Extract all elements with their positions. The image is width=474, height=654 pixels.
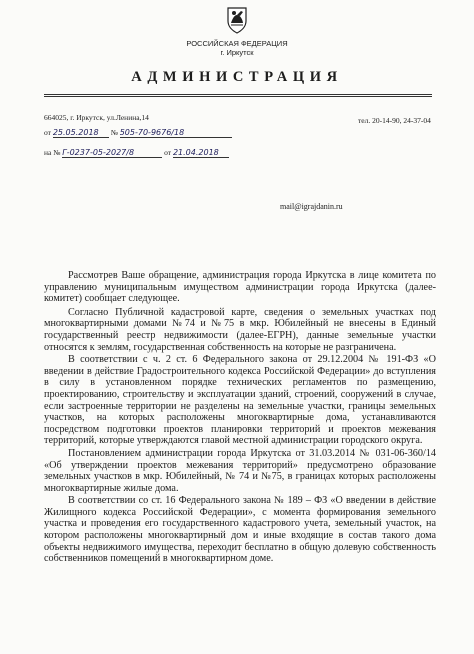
reply-reference (44, 148, 229, 158)
outgoing-date: 25.05.2018 (53, 128, 109, 138)
paragraph-intro: Рассмотрев Ваше обращение, администрация города Иркутска в лице комитета по управлению муниципальным имуществом администрации города Иркутска (далее-комитет) сообщает следующее. (44, 270, 436, 305)
header-rule-bottom (44, 96, 432, 97)
coat-of-arms-icon (225, 6, 249, 34)
reply-prefix: на № (44, 148, 61, 157)
paragraph-federal-law-191: В соответствии с ч. 2 ст. 6 Федерального закона от 29.12.2004 № 191-ФЗ «О введении в действие Градостроительного кодекса Российской Федерации» до вступления в силу в установленном порядке технических регламентов по размещению, проектированию, строительству и эксплуатации зданий, строений, сооружений в случае, если застроенные территории не разделены на земельные участки, границы земельных участков, на которых расположены многоквартирные дома, устанавливаются посредством подготовки проектов планировки территорий и проектов межевания территорий, которые утверждаются главой местной администрации городского округа. (44, 354, 436, 447)
from-prefix: от (44, 128, 51, 137)
reply-number: Г-0237-05-2027/8 (62, 148, 162, 158)
outgoing-reference (44, 128, 232, 138)
city-name: г. Иркутск (220, 48, 254, 57)
reply-date-prefix: от (164, 148, 172, 157)
recipient-email: mail@igrajdanin.ru (280, 202, 343, 211)
letter-body (44, 270, 436, 566)
paragraph-cadastral-map: Согласно Публичной кадастровой карте, сведения о земельных участках под многоквартирными домами №74 и №75 в мкр. Юбилейный не внесены в Единый государственный реестр недвижимости (далее-ЕГРН), данные земельные участки относятся к землям, государственная собственность на которые не разграничена. (44, 306, 436, 353)
reply-date: 21.04.2018 (173, 148, 229, 158)
number-prefix: № (110, 128, 118, 137)
paragraph-federal-law-189: В соответствии со ст. 16 Федерального закона № 189 – ФЗ «О введении в действие Жилищного кодекса Российской Федерации», с момента формирования земельного участка и проведения его государственного кадастрового учета, земельный участок, на котором расположены многоквартирный дом и иные входящие в состав такого дома объекты недвижимого имущества, переходит бесплатно в общую долевую собственность собственников помещений в многоквартирном доме. (44, 495, 436, 565)
outgoing-number: 505-70-9676/18 (120, 128, 232, 138)
page-title: АДМИНИСТРАЦИЯ (131, 69, 343, 85)
paragraph-resolution: Постановлением администрации города Иркутска от 31.03.2014 № 031-06-360/14 «Об утверждении проектов межевания территорий» предусмотрено образование земельных участков в мкр. Юбилейный, № 74 и №75, в границах которых расположены многоквартирные жилые дома. (44, 447, 436, 494)
header-rule-top (44, 94, 432, 95)
country-name: РОССИЙСКАЯ ФЕДЕРАЦИЯ (186, 39, 288, 48)
address-line: 664025, г. Иркутск, ул.Ленина,14 (44, 113, 149, 122)
phone-line: тел. 20-14-90, 24-37-04 (358, 116, 431, 125)
